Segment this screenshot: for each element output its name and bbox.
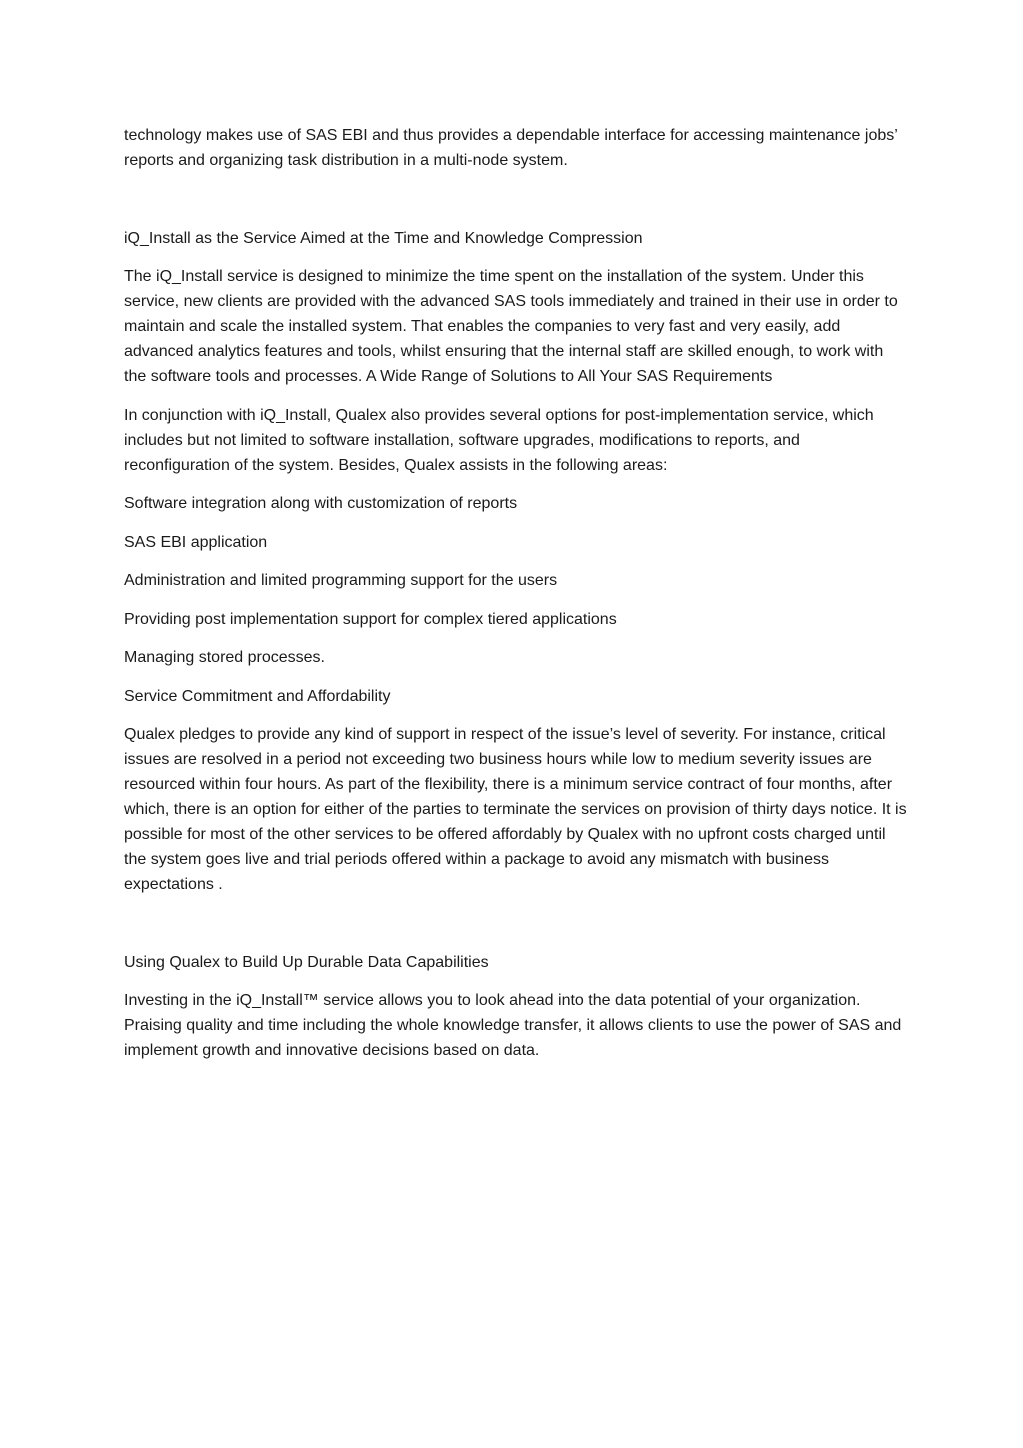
section-spacer bbox=[124, 187, 909, 226]
section-spacer bbox=[124, 911, 909, 950]
section-heading-data-capabilities: Using Qualex to Build Up Durable Data Capabilities bbox=[124, 953, 489, 971]
document-body bbox=[124, 123, 909, 1077]
list-item: SAS EBI application bbox=[124, 533, 268, 551]
list-item: Administration and limited programming support for the users bbox=[124, 572, 558, 589]
list-item: Managing stored processes. bbox=[124, 649, 325, 666]
iq-install-paragraph: The iQ_Install service is designed to minimize the time spent on the installation of the system. Under this service, new clients are provided with the advanced SAS tools immediately and trained in their use in order to maintain and scale the installed system. That enables the companies to very fast and very easily, add advanced analytics features and tools, whilst ensuring that the internal staff are skilled enough, to work with the software tools and processes. A Wide Range of Solutions to All Your SAS Requirements bbox=[124, 268, 898, 385]
list-item: Providing post implementation support for complex tiered applications bbox=[124, 610, 617, 628]
post-implementation-paragraph: In conjunction with iQ_Install, Qualex also provides several options for post-implementation service, which includes but not limited to software installation, software upgrades, modifications to reports, and reconfiguration of the system. Besides, Qualex assists in the following areas: bbox=[124, 406, 874, 474]
data-capabilities-paragraph: Investing in the iQ_Install™ service allows you to look ahead into the data potential of your organization. Praising quality and time including the whole knowledge transfer, it allows clients to use the power of SAS and implement growth and innovative decisions based on data. bbox=[124, 992, 902, 1059]
section-heading-iq-install: iQ_Install as the Service Aimed at the Time and Knowledge Compression bbox=[124, 229, 643, 247]
list-item: Software integration along with customization of reports bbox=[124, 495, 518, 512]
service-commitment-paragraph: Qualex pledges to provide any kind of support in respect of the issue’s level of severity. For instance, critical issues are resolved in a period not exceeding two business hours while low to medium severity issues are resourced within four hours. As part of the flexibility, there is a minimum service contract of four months, after which, there is an option for either of the parties to terminate the services on provision of thirty days notice. It is possible for most of the other services to be offered affordably by Qualex with no upfront costs charged until the system goes live and trial periods offered within a package to avoid any mismatch with business expectations . bbox=[124, 726, 907, 893]
section-heading-service-commitment: Service Commitment and Affordability bbox=[124, 687, 391, 705]
intro-paragraph: technology makes use of SAS EBI and thus provides a dependable interface for accessing maintenance jobs’ reports and organizing task distribution in a multi-node system. bbox=[124, 127, 898, 169]
